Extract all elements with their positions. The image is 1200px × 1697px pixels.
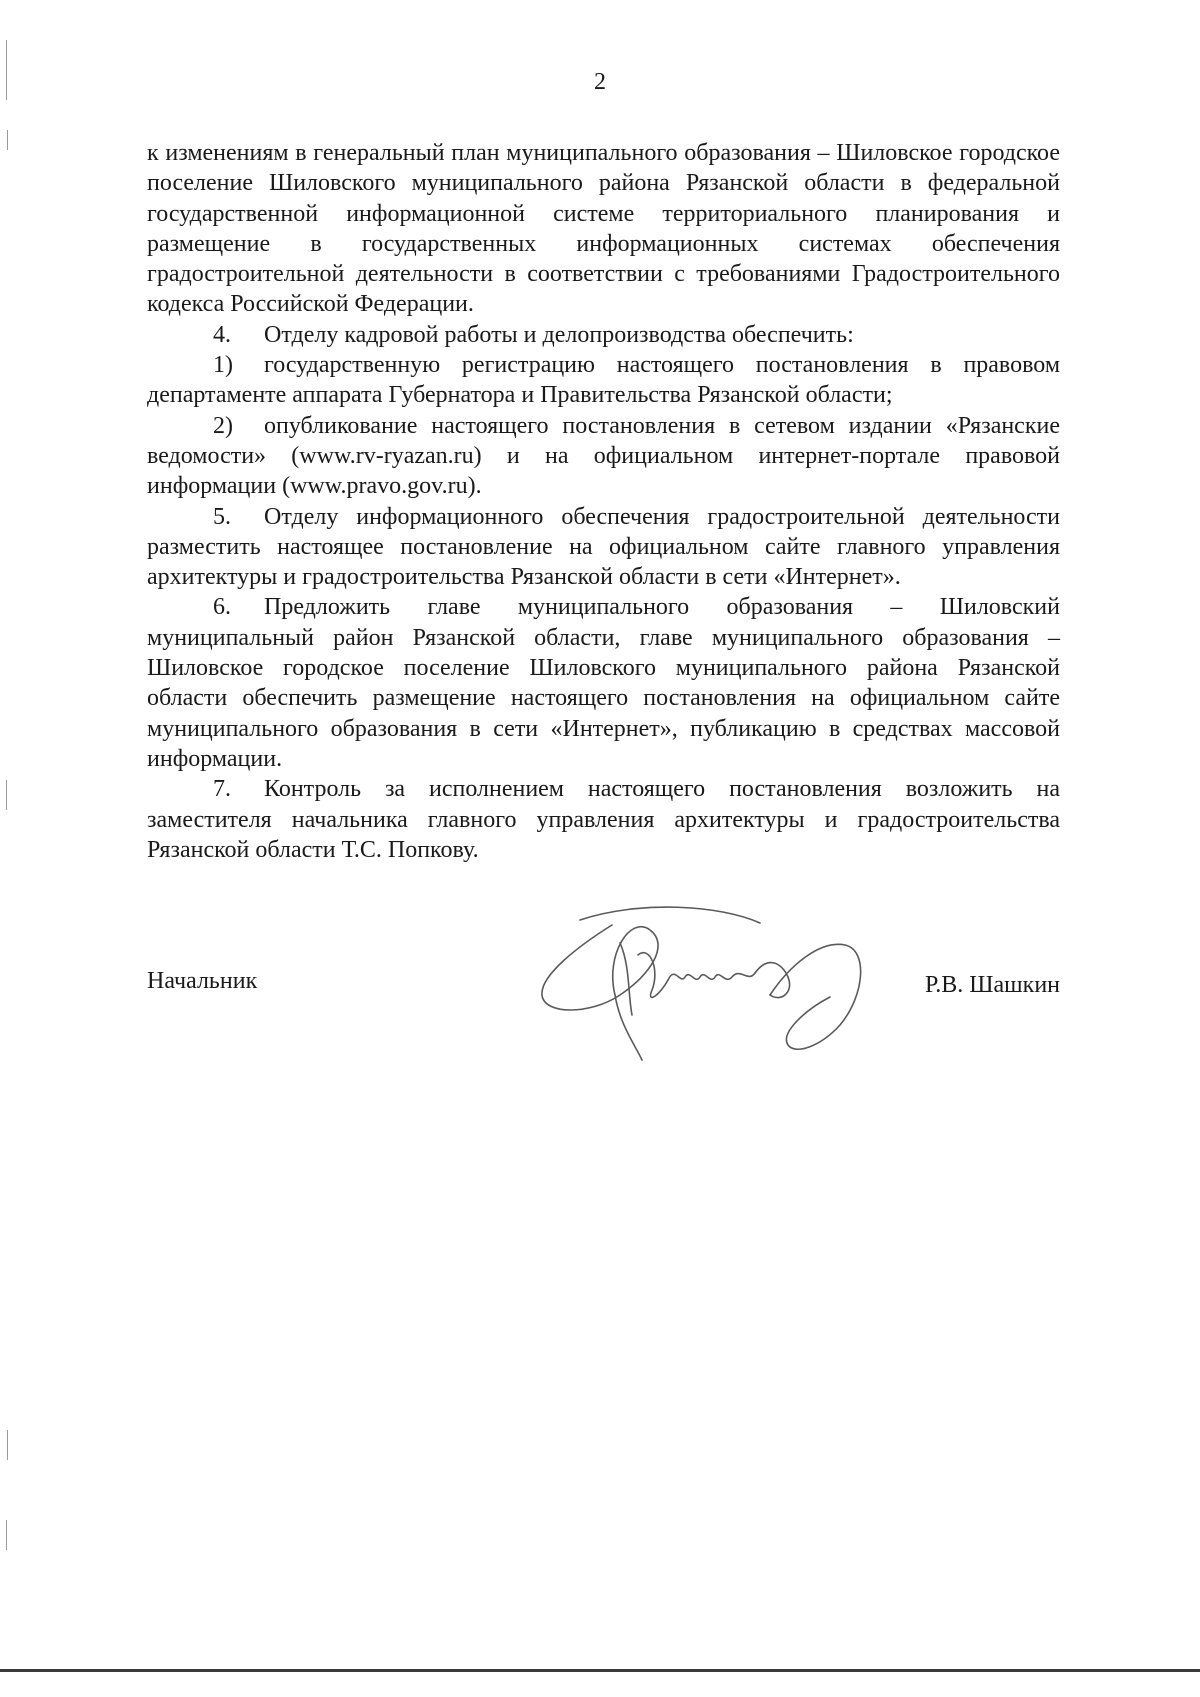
paragraph-text: к изменениям в генеральный план муниципального образования – Шиловское городское поселение Шиловского муниципального района Рязанской области в федеральной государственной информационной системе территориального планирования и размещение в государственных информационных системах обеспечения градостроительной деятельности в соответствии с требованиями Градостроительного кодекса Российской Федерации. <box>147 140 1060 318</box>
paragraph-item-5 <box>147 502 1060 593</box>
paragraph-text: Контроль за исполнением настоящего постановления возложить на заместителя начальника главного управления архитектуры и градостроительства Рязанской области Т.С. Попкову. <box>147 776 1060 863</box>
signature-block <box>147 968 1060 1008</box>
scan-edge-mark <box>6 40 7 100</box>
scan-edge-mark <box>6 780 7 810</box>
paragraph-item-6 <box>147 592 1060 774</box>
paragraph-item-7 <box>147 774 1060 865</box>
scan-edge-mark <box>6 1520 7 1550</box>
item-number: 4. <box>213 321 231 348</box>
item-number: 1) <box>213 352 233 379</box>
paragraph-item-4 <box>147 320 1060 350</box>
paragraph-subitem-1 <box>147 350 1060 411</box>
paragraph-subitem-2 <box>147 411 1060 502</box>
paragraph-text: опубликование настоящего постановления в сетевом издании «Рязанские ведомости» (www.rv-ryazan.ru) и на официальном интернет-портале правовой информации (www.pravo.gov.ru). <box>147 412 1060 500</box>
item-number: 6. <box>213 594 231 621</box>
item-number: 2) <box>213 412 233 439</box>
scan-edge-mark <box>7 130 8 150</box>
item-number: 7. <box>213 776 231 803</box>
scan-bottom-edge <box>0 1669 1200 1672</box>
paragraph-text: Отделу информационного обеспечения градостроительной деятельности разместить настоящее постановление на официальном сайте главного управления архитектуры и градостроительства Рязанской области в сети «Интернет». <box>147 503 1060 591</box>
signatory-title: Начальник <box>147 968 258 994</box>
paragraph-text: Предложить главе муниципального образования – Шиловский муниципальный район Рязанской области, главе муниципального образования – Шиловское городское поселение Шиловского муниципального района Рязанской области обеспечить размещение настоящего постановления на официальном сайте муниципального образования в сети «Интернет», публикацию в средствах массовой информации. <box>147 594 1060 772</box>
page-number: 2 <box>594 69 606 95</box>
document-body <box>147 138 1060 865</box>
paragraph-text: Отделу кадровой работы и делопроизводства обеспечить: <box>264 321 854 348</box>
item-number: 5. <box>213 503 231 530</box>
paragraph-text: государственную регистрацию настоящего постановления в правовом департаменте аппарата Губернатора и Правительства Рязанской области; <box>147 352 1060 409</box>
paragraph-continuation <box>147 138 1060 320</box>
scan-edge-mark <box>7 1430 8 1460</box>
signatory-name: Р.В. Шашкин <box>924 972 1060 998</box>
